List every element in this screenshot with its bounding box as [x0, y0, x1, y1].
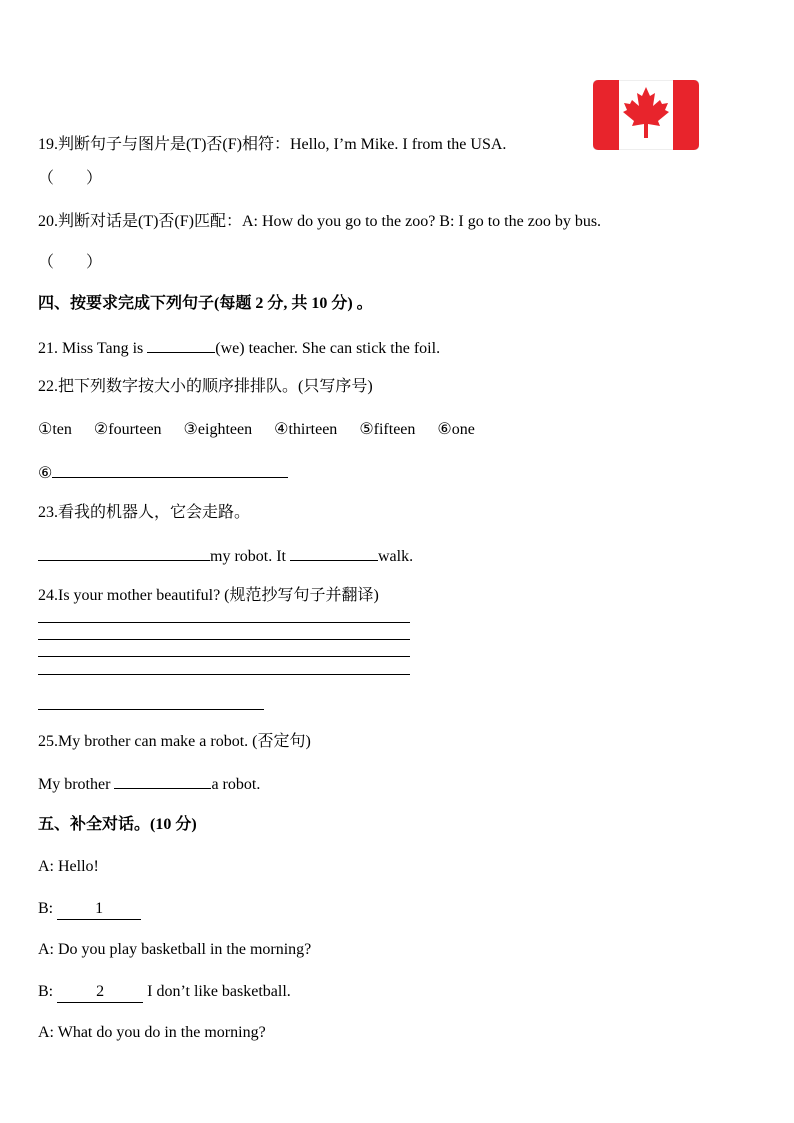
answer-blank-23b[interactable]: [290, 545, 378, 561]
section-5-heading: 五、补全对话。(10 分): [38, 816, 197, 833]
section-4-heading: 四、按要求完成下列句子(每题 2 分, 共 10 分) 。: [38, 295, 373, 312]
writing-line-4[interactable]: [38, 674, 410, 675]
answer-paren-19: [38, 169, 102, 189]
question-24: 24.Is your mother beautiful? (规范抄写句子并翻译): [38, 587, 379, 604]
dialogue-blank-2[interactable]: [57, 982, 143, 1003]
writing-line-5[interactable]: [38, 709, 264, 710]
dialogue-blank-1[interactable]: [57, 899, 141, 920]
writing-line-2[interactable]: [38, 639, 410, 640]
question-22: 22.把下列数字按大小的顺序排排队。(只写序号): [38, 378, 373, 395]
option-6: ⑥one: [437, 421, 475, 438]
question-25-prefix: My brother: [38, 776, 115, 793]
option-2: ②fourteen: [93, 421, 162, 438]
dialogue-speaker-b: B:: [38, 983, 58, 1000]
question-25-suffix: a robot.: [211, 776, 261, 793]
blank-number-1: 1: [95, 900, 104, 917]
question-20: [38, 212, 601, 232]
question-21-prefix: 21. Miss Tang is: [38, 340, 148, 357]
question-23: 23.看我的机器人，它会走路。: [38, 504, 251, 521]
dialogue-line-3: A: Do you play basketball in the morning?: [38, 941, 312, 958]
answer-line-22: [38, 462, 288, 484]
answer-blank-21[interactable]: [147, 337, 215, 353]
number-options: [38, 420, 475, 440]
dialogue-line-4: [38, 982, 291, 1003]
option-3: ③eighteen: [183, 421, 253, 438]
answer-blank-22[interactable]: [52, 462, 288, 478]
question-21: [38, 337, 440, 359]
question-19: [38, 135, 506, 155]
dialogue-line-1: A: Hello!: [38, 858, 99, 875]
answer-line-25: [38, 773, 260, 795]
dialogue-line-4-text: I don’t like basketball.: [143, 983, 291, 1000]
question-19-text: 19.判断句子与图片是(T)否(F)相符：Hello, I’m Mike. I from the USA.: [38, 136, 507, 153]
question-25: 25.My brother can make a robot. (否定句): [38, 733, 311, 750]
question-20-text: 20.判断对话是(T)否(F)匹配：A: How do you go to the zoo? B: I go to the zoo by bus.: [38, 213, 602, 230]
paren-19: （ ）: [38, 170, 103, 187]
option-4: ④thirteen: [274, 421, 338, 438]
blank-number-2: 2: [96, 983, 105, 1000]
answer-paren-20: [38, 253, 102, 273]
question-23-end: walk.: [378, 548, 414, 565]
canada-flag-image: [593, 80, 699, 150]
answer-blank-25[interactable]: [114, 773, 211, 789]
dialogue-line-5: A: What do you do in the morning?: [38, 1024, 266, 1041]
answer-prefix-22: ⑥: [38, 465, 53, 482]
writing-line-1[interactable]: [38, 622, 410, 623]
option-1: ①ten: [38, 421, 72, 438]
dialogue-line-2: [38, 899, 141, 920]
answer-blank-23a[interactable]: [38, 545, 210, 561]
writing-line-3[interactable]: [38, 656, 410, 657]
question-21-hint: (we) teacher. She can stick the foil.: [215, 340, 441, 357]
dialogue-speaker-b: B:: [38, 900, 58, 917]
answer-line-23: [38, 545, 413, 567]
paren-20: （ ）: [38, 254, 103, 271]
question-23-mid: my robot. It: [210, 548, 290, 565]
option-5: ⑤fifteen: [359, 421, 416, 438]
